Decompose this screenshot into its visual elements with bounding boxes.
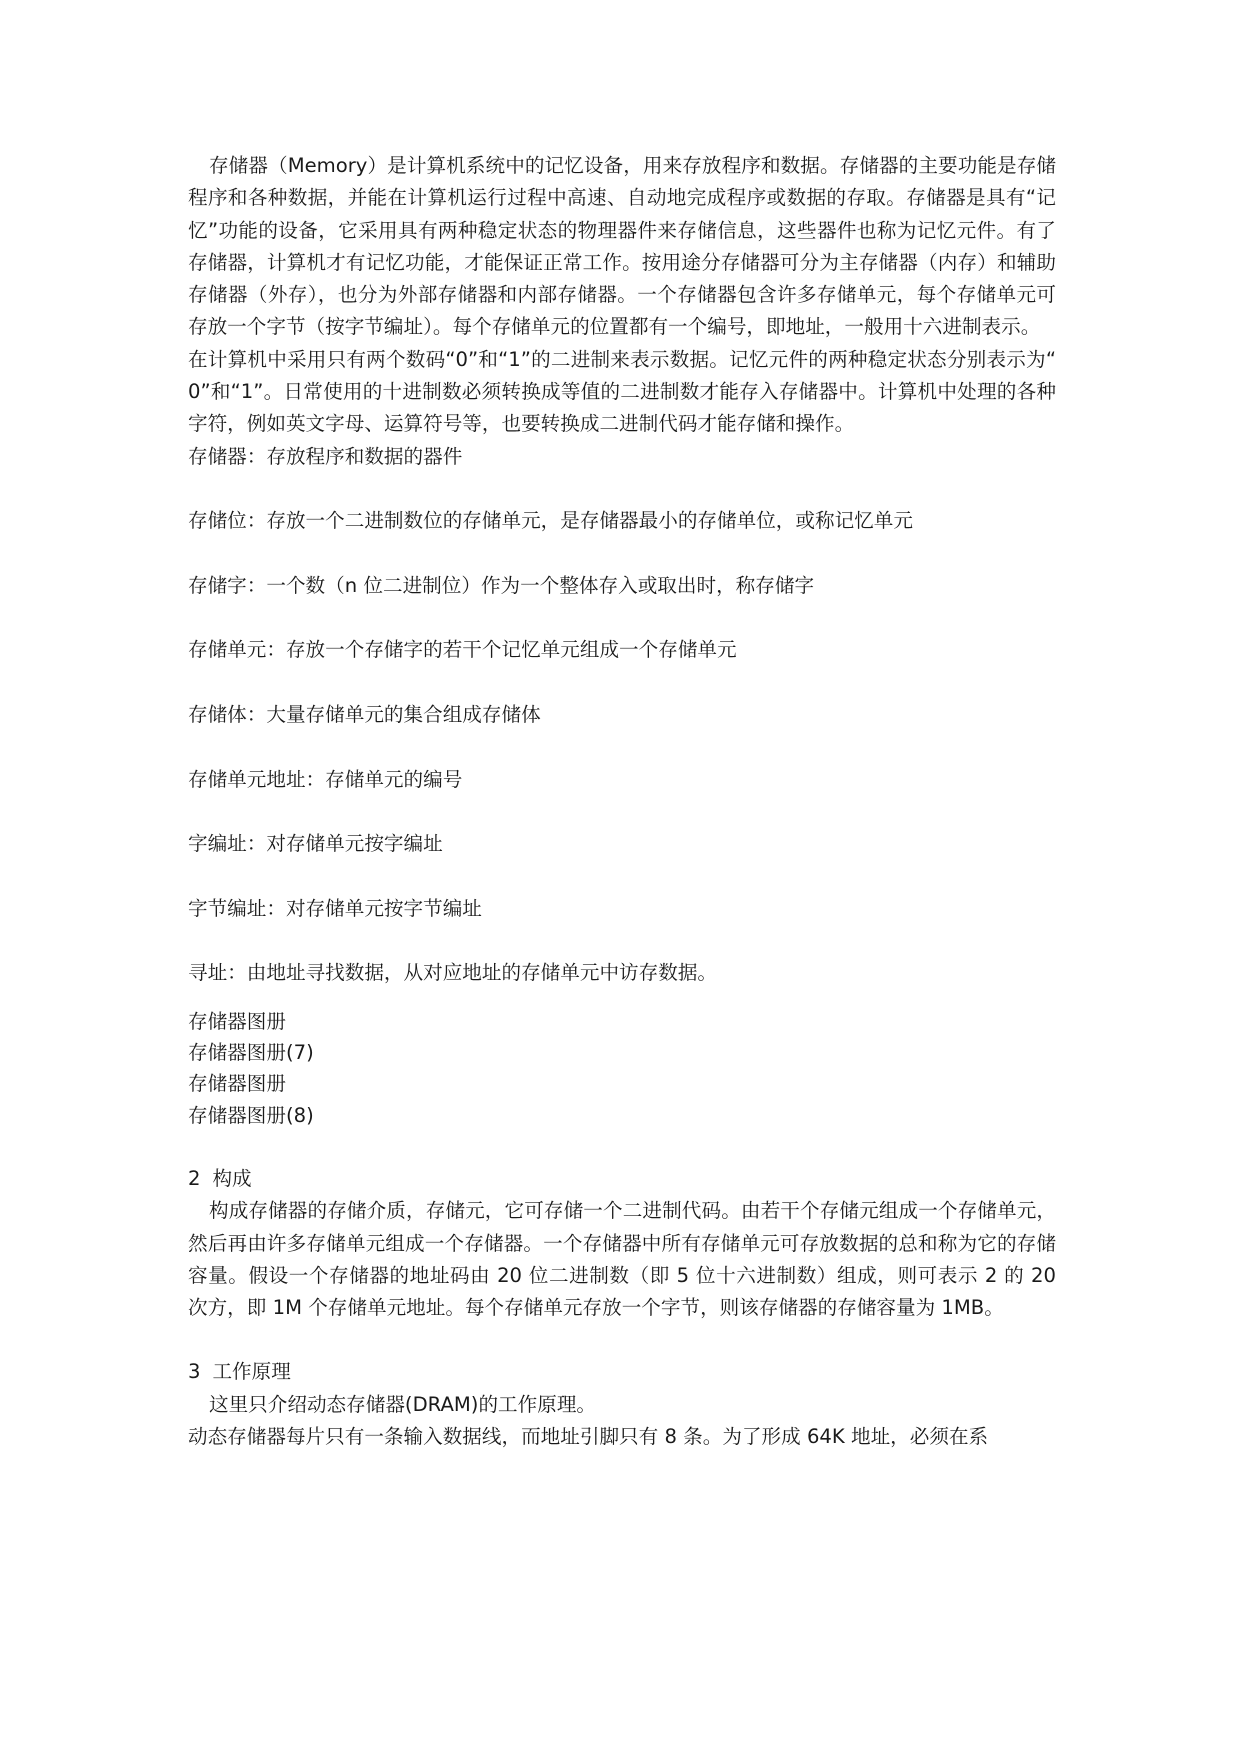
definition-item: 存储体：大量存储单元的集合组成存储体 xyxy=(188,703,541,727)
section-2-body: 构成存储器的存储介质，存储元，它可存储一个二进制代码。由若干个存储元组成一个存储单元，然后再由许多存储单元组成一个存储器。一个存储器中所有存储单元可存放数据的总和称为它的存储容量。假设一个存储器的地址码由 20 位二进制数（即 5 位十六进制数）组成，则可表示 2 的 20 次方，即 1M 个存储单元地址。每个存储单元存放一个字节，则该存储器的存储容量为 1MB。 xyxy=(188,1199,1056,1320)
section-3-number: 3 xyxy=(188,1360,201,1384)
gallery-list xyxy=(188,1006,1056,1131)
intro-paragraph-1: 存储器（Memory）是计算机系统中的记忆设备，用来存放程序和数据。存储器的主要功能是存储程序和各种数据，并能在计算机运行过程中高速、自动地完成程序或数据的存取。存储器是具有“记忆”功能的设备，它采用具有两种稳定状态的物理器件来存储信息，这些器件也称为记忆元件。有了存储器，计算机才有记忆功能，才能保证正常工作。按用途分存储器可分为主存储器（内存）和辅助存储器（外存），也分为外部存储器和内部存储器。一个存储器包含许多存储单元，每个存储单元可存放一个字节（按字节编址）。每个存储单元的位置都有一个编号，即地址，一般用十六进制表示。 xyxy=(188,154,1056,339)
gallery-link[interactable]: 存储器图册(8) xyxy=(188,1103,314,1127)
definition-item: 存储单元：存放一个存储字的若干个记忆单元组成一个存储单元 xyxy=(188,638,737,662)
definition-item: 存储单元地址：存储单元的编号 xyxy=(188,767,463,791)
spacer xyxy=(188,1324,1056,1356)
section-3-intro: 这里只介绍动态存储器(DRAM)的工作原理。 xyxy=(209,1392,597,1416)
gallery-link[interactable]: 存储器图册 xyxy=(188,1009,286,1033)
section-3-title: 工作原理 xyxy=(212,1360,291,1384)
section-2-heading xyxy=(188,1163,1056,1195)
definition-item: 字编址：对存储单元按字编址 xyxy=(188,832,443,856)
document-body xyxy=(188,150,1056,1453)
gallery-link[interactable]: 存储器图册 xyxy=(188,1072,286,1096)
spacer xyxy=(188,1131,1056,1163)
section-3-body: 动态存储器每片只有一条输入数据线，而地址引脚只有 8 条。为了形成 64K 地址，必须在系 xyxy=(188,1424,989,1448)
section-2-number: 2 xyxy=(188,1166,201,1190)
definition-item: 存储位：存放一个二进制数位的存储单元，是存储器最小的存储单位，或称记忆单元 xyxy=(188,509,913,533)
definition-item: 寻址：由地址寻找数据，从对应地址的存储单元中访存数据。 xyxy=(188,961,718,985)
definition-list xyxy=(188,441,1056,990)
gallery-link[interactable]: 存储器图册(7) xyxy=(188,1041,314,1065)
section-3-heading xyxy=(188,1356,1056,1388)
definition-item: 字节编址：对存储单元按字节编址 xyxy=(188,896,482,920)
section-2-title: 构成 xyxy=(212,1166,252,1190)
definition-item: 存储器：存放程序和数据的器件 xyxy=(188,444,463,468)
intro-paragraph-2: 在计算机中采用只有两个数码“0”和“1”的二进制来表示数据。记忆元件的两种稳定状态分别表示为“0”和“1”。日常使用的十进制数必须转换成等值的二进制数才能存入存储器中。计算机中处理的各种字符，例如英文字母、运算符号等，也要转换成二进制代码才能存储和操作。 xyxy=(188,347,1056,436)
definition-item: 存储字：一个数（n 位二进制位）作为一个整体存入或取出时，称存储字 xyxy=(188,573,815,597)
